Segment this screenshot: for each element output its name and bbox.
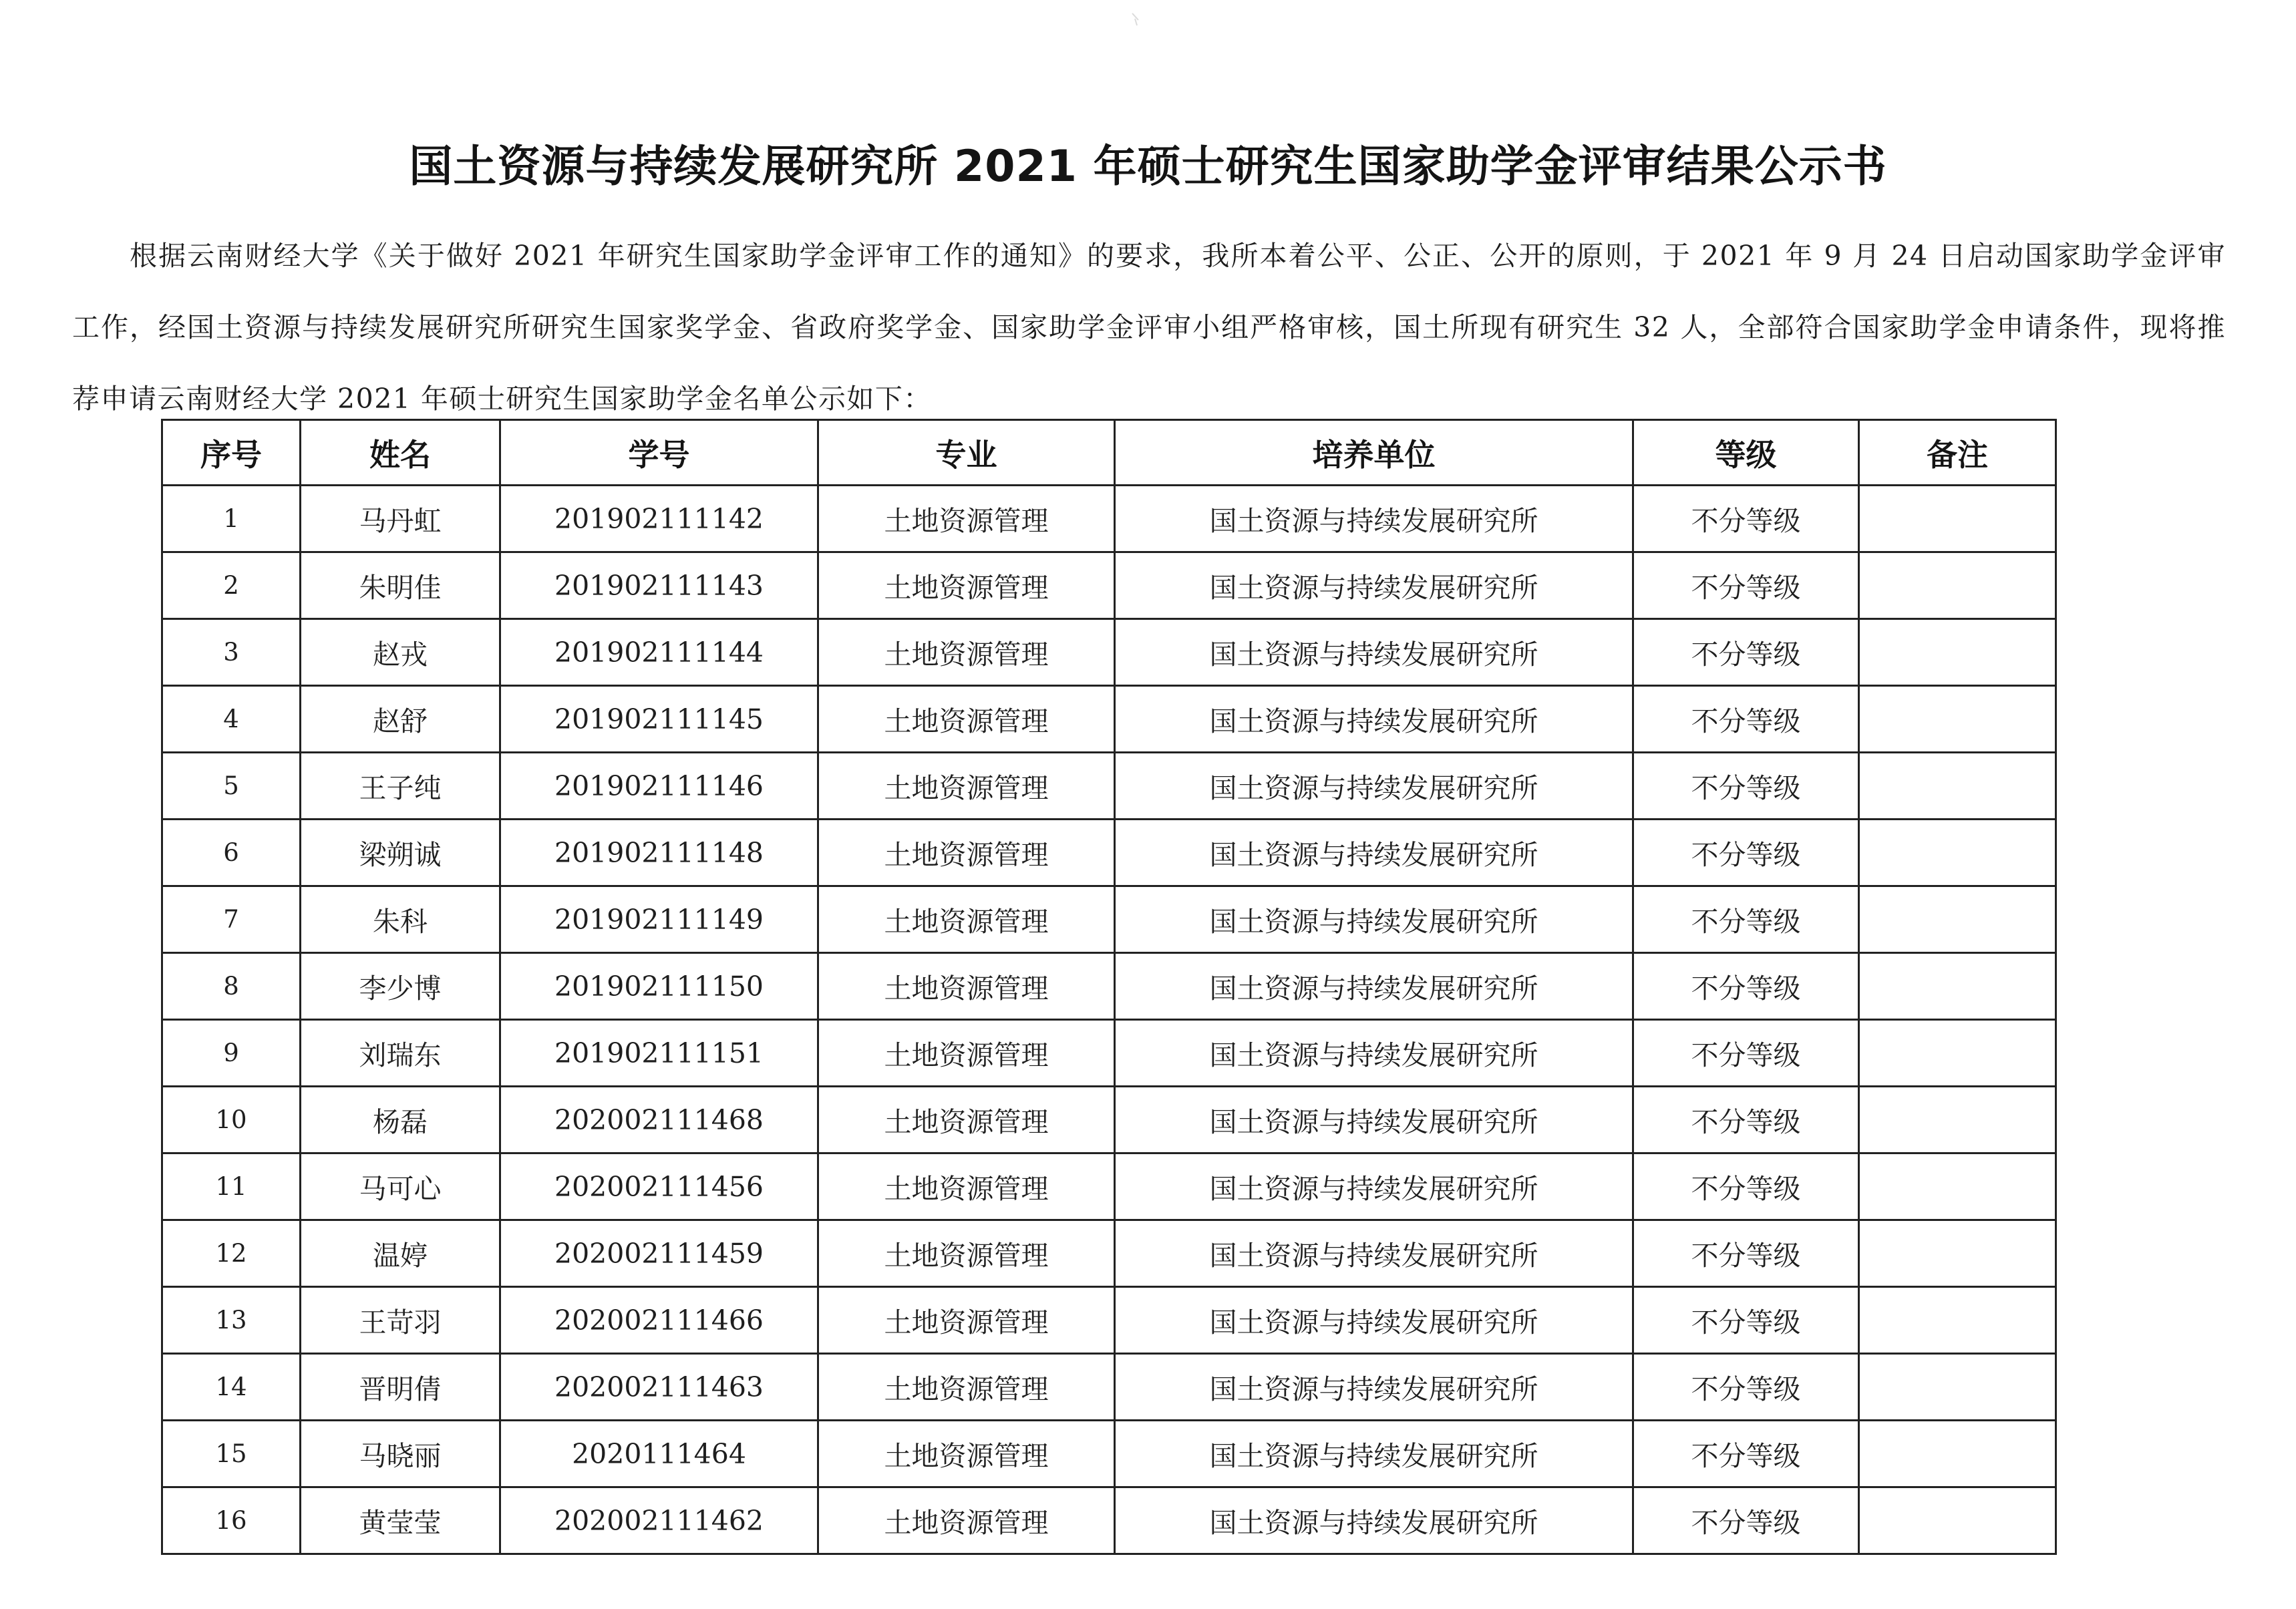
cell-unit: 国土资源与持续发展研究所 <box>1115 953 1633 1020</box>
cell-student-id: 201902111148 <box>500 820 818 886</box>
cell-student-id: 201902111142 <box>500 486 818 552</box>
cell-name: 黄莹莹 <box>301 1487 500 1554</box>
cell-unit: 国土资源与持续发展研究所 <box>1115 486 1633 552</box>
cell-student-id: 202002111456 <box>500 1153 818 1220</box>
cell-major: 土地资源管理 <box>818 552 1115 619</box>
cell-unit: 国土资源与持续发展研究所 <box>1115 1287 1633 1354</box>
cell-unit: 国土资源与持续发展研究所 <box>1115 1220 1633 1287</box>
cell-student-id: 2020111464 <box>500 1421 818 1487</box>
cell-student-id: 201902111150 <box>500 953 818 1020</box>
cell-major: 土地资源管理 <box>818 886 1115 953</box>
cell-name: 杨磊 <box>301 1087 500 1153</box>
cell-major: 土地资源管理 <box>818 1421 1115 1487</box>
cell-remarks <box>1859 1287 2056 1354</box>
table-row <box>162 1153 2056 1220</box>
table-row <box>162 820 2056 886</box>
cell-seq: 2 <box>162 552 301 619</box>
cell-grade: 不分等级 <box>1633 1153 1859 1220</box>
cell-unit: 国土资源与持续发展研究所 <box>1115 1421 1633 1487</box>
cell-name: 刘瑞东 <box>301 1020 500 1087</box>
cell-seq: 10 <box>162 1087 301 1153</box>
cell-student-id: 201902111149 <box>500 886 818 953</box>
header-name: 姓名 <box>301 420 500 486</box>
cell-unit: 国土资源与持续发展研究所 <box>1115 552 1633 619</box>
cell-major: 土地资源管理 <box>818 953 1115 1020</box>
cell-remarks <box>1859 1087 2056 1153</box>
cell-remarks <box>1859 886 2056 953</box>
table-row <box>162 953 2056 1020</box>
table-row <box>162 1020 2056 1087</box>
cell-name: 马可心 <box>301 1153 500 1220</box>
table-row <box>162 686 2056 753</box>
cell-grade: 不分等级 <box>1633 1487 1859 1554</box>
cell-remarks <box>1859 486 2056 552</box>
cell-seq: 3 <box>162 619 301 686</box>
cell-major: 土地资源管理 <box>818 686 1115 753</box>
cell-seq: 13 <box>162 1287 301 1354</box>
cell-name: 王苛羽 <box>301 1287 500 1354</box>
cell-name: 马丹虹 <box>301 486 500 552</box>
cell-name: 马晓丽 <box>301 1421 500 1487</box>
cell-major: 土地资源管理 <box>818 1487 1115 1554</box>
cell-grade: 不分等级 <box>1633 753 1859 820</box>
cell-student-id: 201902111146 <box>500 753 818 820</box>
cell-seq: 7 <box>162 886 301 953</box>
cell-name: 晋明倩 <box>301 1354 500 1421</box>
cell-seq: 6 <box>162 820 301 886</box>
cell-unit: 国土资源与持续发展研究所 <box>1115 820 1633 886</box>
table-row <box>162 1354 2056 1421</box>
cell-major: 土地资源管理 <box>818 486 1115 552</box>
cell-grade: 不分等级 <box>1633 1220 1859 1287</box>
cell-student-id: 202002111468 <box>500 1087 818 1153</box>
cell-unit: 国土资源与持续发展研究所 <box>1115 1087 1633 1153</box>
cell-remarks <box>1859 1153 2056 1220</box>
cell-student-id: 201902111145 <box>500 686 818 753</box>
cell-unit: 国土资源与持续发展研究所 <box>1115 686 1633 753</box>
cell-remarks <box>1859 1220 2056 1287</box>
cell-major: 土地资源管理 <box>818 1020 1115 1087</box>
intro-paragraph: 根据云南财经大学《关于做好 2021 年研究生国家助学金评审工作的通知》的要求，我所本着公平、公正、公开的原则，于 2021 年 9 月 24 日启动国家助学金评审工作，经国土资源与持续发展研究所研究生国家奖学金、省政府奖学金、国家助学金评审小组严格审核，国土所现有研究生 32 人，全部符合国家助学金申请条件，现将推荐申请云南财经大学 2021 年硕士研究生国家助学金名单公示如下： <box>72 240 2226 415</box>
table-row <box>162 1421 2056 1487</box>
cell-seq: 1 <box>162 486 301 552</box>
cell-name: 李少博 <box>301 953 500 1020</box>
cell-seq: 4 <box>162 686 301 753</box>
table-row <box>162 1220 2056 1287</box>
table-row <box>162 1087 2056 1153</box>
cell-unit: 国土资源与持续发展研究所 <box>1115 1487 1633 1554</box>
cell-grade: 不分等级 <box>1633 1287 1859 1354</box>
cell-major: 土地资源管理 <box>818 1287 1115 1354</box>
table-row <box>162 886 2056 953</box>
cell-major: 土地资源管理 <box>818 1354 1115 1421</box>
table-row <box>162 552 2056 619</box>
cell-name: 赵舒 <box>301 686 500 753</box>
table-body <box>162 486 2056 1554</box>
cell-seq: 11 <box>162 1153 301 1220</box>
cell-student-id: 202002111463 <box>500 1354 818 1421</box>
cell-remarks <box>1859 686 2056 753</box>
cell-remarks <box>1859 753 2056 820</box>
cell-remarks <box>1859 1020 2056 1087</box>
cell-remarks <box>1859 552 2056 619</box>
cell-seq: 15 <box>162 1421 301 1487</box>
cell-seq: 12 <box>162 1220 301 1287</box>
cell-unit: 国土资源与持续发展研究所 <box>1115 1153 1633 1220</box>
header-grade: 等级 <box>1633 420 1859 486</box>
cell-remarks <box>1859 1421 2056 1487</box>
table-row <box>162 1487 2056 1554</box>
cell-seq: 8 <box>162 953 301 1020</box>
table-row <box>162 753 2056 820</box>
cell-major: 土地资源管理 <box>818 753 1115 820</box>
table-row <box>162 486 2056 552</box>
cell-grade: 不分等级 <box>1633 886 1859 953</box>
cell-seq: 5 <box>162 753 301 820</box>
table-header-row <box>162 420 2056 486</box>
cell-grade: 不分等级 <box>1633 686 1859 753</box>
cell-major: 土地资源管理 <box>818 1153 1115 1220</box>
cell-grade: 不分等级 <box>1633 552 1859 619</box>
cell-name: 梁朔诚 <box>301 820 500 886</box>
header-unit: 培养单位 <box>1115 420 1633 486</box>
cell-student-id: 201902111151 <box>500 1020 818 1087</box>
cell-grade: 不分等级 <box>1633 486 1859 552</box>
cell-student-id: 202002111466 <box>500 1287 818 1354</box>
header-major: 专业 <box>818 420 1115 486</box>
cell-remarks <box>1859 1354 2056 1421</box>
header-student-id: 学号 <box>500 420 818 486</box>
cell-unit: 国土资源与持续发展研究所 <box>1115 1020 1633 1087</box>
cell-grade: 不分等级 <box>1633 1020 1859 1087</box>
cell-seq: 16 <box>162 1487 301 1554</box>
cell-remarks <box>1859 820 2056 886</box>
cell-remarks <box>1859 619 2056 686</box>
table-row <box>162 1287 2056 1354</box>
header-seq: 序号 <box>162 420 301 486</box>
cell-seq: 9 <box>162 1020 301 1087</box>
stipend-roster-table <box>161 419 2057 1555</box>
cell-name: 朱科 <box>301 886 500 953</box>
cell-unit: 国土资源与持续发展研究所 <box>1115 619 1633 686</box>
header-remarks: 备注 <box>1859 420 2056 486</box>
cell-remarks <box>1859 1487 2056 1554</box>
cell-grade: 不分等级 <box>1633 820 1859 886</box>
cell-major: 土地资源管理 <box>818 1087 1115 1153</box>
document-title: 国土资源与持续发展研究所 2021 年硕士研究生国家助学金评审结果公示书 <box>409 142 1887 192</box>
cell-grade: 不分等级 <box>1633 953 1859 1020</box>
cell-grade: 不分等级 <box>1633 1087 1859 1153</box>
cell-major: 土地资源管理 <box>818 820 1115 886</box>
cell-student-id: 201902111144 <box>500 619 818 686</box>
cell-major: 土地资源管理 <box>818 1220 1115 1287</box>
table-row <box>162 619 2056 686</box>
cell-student-id: 202002111462 <box>500 1487 818 1554</box>
cell-unit: 国土资源与持续发展研究所 <box>1115 1354 1633 1421</box>
cell-grade: 不分等级 <box>1633 619 1859 686</box>
cell-name: 赵戎 <box>301 619 500 686</box>
cell-student-id: 202002111459 <box>500 1220 818 1287</box>
cell-unit: 国土资源与持续发展研究所 <box>1115 886 1633 953</box>
cell-name: 温婷 <box>301 1220 500 1287</box>
cell-name: 王子纯 <box>301 753 500 820</box>
cell-name: 朱明佳 <box>301 552 500 619</box>
cell-student-id: 201902111143 <box>500 552 818 619</box>
cell-major: 土地资源管理 <box>818 619 1115 686</box>
cell-grade: 不分等级 <box>1633 1421 1859 1487</box>
cell-seq: 14 <box>162 1354 301 1421</box>
scan-mark <box>1131 12 1140 27</box>
cell-remarks <box>1859 953 2056 1020</box>
cell-grade: 不分等级 <box>1633 1354 1859 1421</box>
cell-unit: 国土资源与持续发展研究所 <box>1115 753 1633 820</box>
